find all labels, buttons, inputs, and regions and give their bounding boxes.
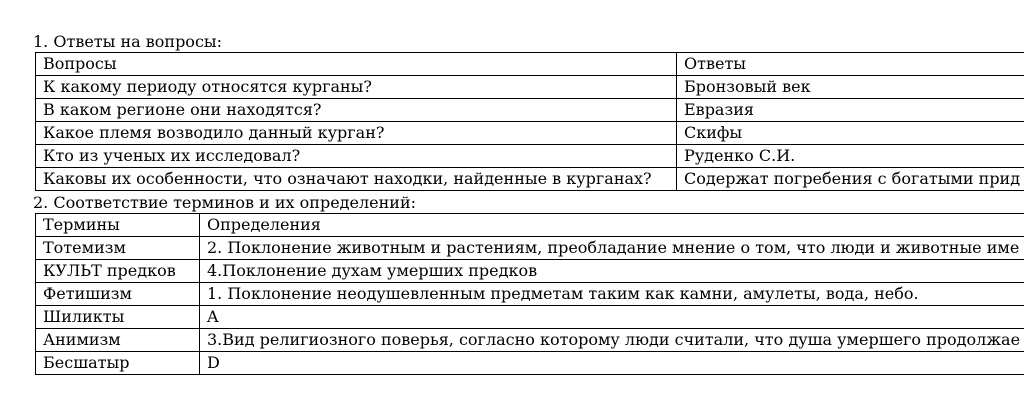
term-cell: Тотемизм xyxy=(36,237,200,260)
term-cell: Бесшатыр xyxy=(36,352,200,375)
table-row xyxy=(36,99,1024,122)
table-row xyxy=(36,283,1024,306)
header-terms: Термины xyxy=(36,214,200,237)
term-cell: Анимизм xyxy=(36,329,200,352)
answer-cell: Содержат погребения с богатыми прид xyxy=(677,168,1024,191)
table-row xyxy=(36,168,1024,191)
definition-cell: 2. Поклонение животным и растениям, преобладание мнение о том, что люди и животные име xyxy=(200,237,1024,260)
section-1-title: 1. Ответы на вопросы: xyxy=(33,32,223,51)
question-cell: Какое племя возводило данный курган? xyxy=(36,122,677,145)
term-cell: КУЛЬТ предков xyxy=(36,260,200,283)
questions-answers-table xyxy=(35,52,1024,191)
question-cell: Кто из ученых их исследовал? xyxy=(36,145,677,168)
definition-cell: 3.Вид религиозного поверья, согласно которому люди считали, что душа умершего продолжае xyxy=(200,329,1024,352)
table-header-row xyxy=(36,53,1024,76)
table-header-row xyxy=(36,214,1024,237)
term-cell: Фетишизм xyxy=(36,283,200,306)
term-cell: Шиликты xyxy=(36,306,200,329)
table-row xyxy=(36,352,1024,375)
table-row xyxy=(36,122,1024,145)
header-answers: Ответы xyxy=(677,53,1024,76)
terms-definitions-table xyxy=(35,213,1024,375)
header-definitions: Определения xyxy=(200,214,1024,237)
section-2-title: 2. Соответствие терминов и их определений: xyxy=(33,193,417,212)
definition-cell: D xyxy=(200,352,1024,375)
answer-cell: Руденко С.И. xyxy=(677,145,1024,168)
table-row xyxy=(36,306,1024,329)
question-cell: К какому периоду относятся курганы? xyxy=(36,76,677,99)
table-row xyxy=(36,329,1024,352)
question-cell: Каковы их особенности, что означают находки, найденные в курганах? xyxy=(36,168,677,191)
answer-cell: Евразия xyxy=(677,99,1024,122)
definition-cell: A xyxy=(200,306,1024,329)
table-row xyxy=(36,237,1024,260)
table-row xyxy=(36,76,1024,99)
question-cell: В каком регионе они находятся? xyxy=(36,99,677,122)
definition-cell: 4.Поклонение духам умерших предков xyxy=(200,260,1024,283)
table-row xyxy=(36,260,1024,283)
table-row xyxy=(36,145,1024,168)
answer-cell: Бронзовый век xyxy=(677,76,1024,99)
header-questions: Вопросы xyxy=(36,53,677,76)
answer-cell: Скифы xyxy=(677,122,1024,145)
definition-cell: 1. Поклонение неодушевленным предметам таким как камни, амулеты, вода, небо. xyxy=(200,283,1024,306)
